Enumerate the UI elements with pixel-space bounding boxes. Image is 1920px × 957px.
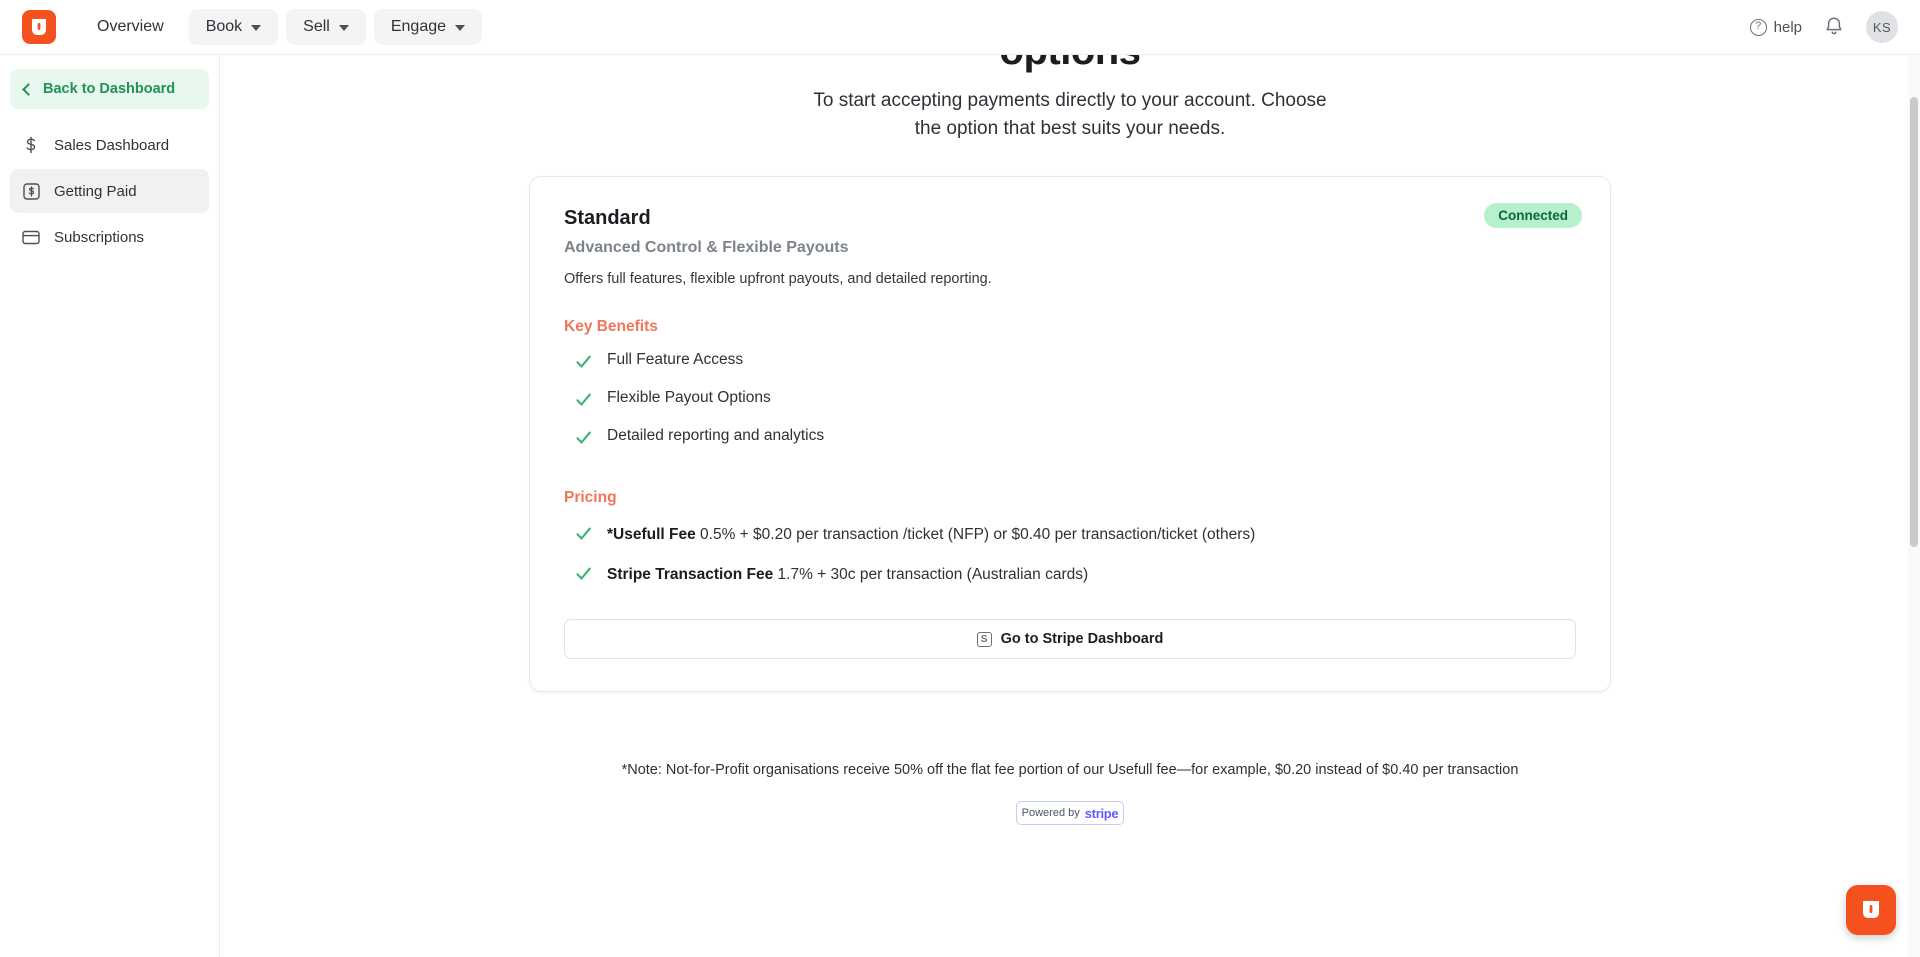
page-subtitle: To start accepting payments directly to your account. Choose the option that best suits your needs. (813, 90, 1327, 139)
sidebar-item-subscriptions[interactable] (10, 215, 209, 259)
nav-item-engage-label: Engage (390, 18, 447, 35)
pricing-heading: Pricing (564, 489, 617, 507)
benefit-label: Full Feature Access (607, 351, 744, 369)
help-label: help (1773, 18, 1802, 36)
dollar-icon (22, 136, 40, 154)
nav-item-sell[interactable] (286, 9, 366, 45)
sidebar-item-sales-dashboard[interactable] (10, 123, 209, 167)
stripe-wordmark: stripe (1084, 805, 1119, 821)
key-benefits-heading: Key Benefits (564, 318, 658, 336)
benefit-list-item (564, 382, 1576, 420)
check-icon (574, 524, 593, 548)
back-to-dashboard-label: Back to Dashboard (43, 81, 176, 97)
pricing-text (607, 565, 1088, 585)
sidebar-item-subscriptions-label: Subscriptions (54, 228, 145, 246)
benefit-label: Flexible Payout Options (607, 389, 771, 407)
check-icon (574, 390, 593, 414)
sidebar-item-getting-paid-label: Getting Paid (54, 182, 137, 200)
status-badge: Connected (1484, 203, 1582, 228)
nav-item-overview[interactable] (80, 9, 181, 45)
sidebar (0, 55, 220, 957)
pricing-list-item (564, 555, 1576, 595)
pricing-detail: 1.7% + 30c per transaction (Australian cards) (773, 565, 1089, 583)
nav-item-engage[interactable] (374, 9, 482, 45)
check-icon (574, 352, 593, 376)
card-subtitle: Advanced Control & Flexible Payouts (564, 239, 849, 257)
page-scrollbar-thumb[interactable] (1910, 97, 1918, 547)
chat-support-button[interactable] (1846, 885, 1896, 935)
check-icon (574, 564, 593, 588)
chevron-down-icon (455, 25, 465, 31)
nav-item-book-label: Book (205, 18, 243, 35)
avatar[interactable] (1866, 11, 1898, 43)
money-square-icon (22, 182, 40, 200)
top-navigation-bar (0, 0, 1920, 55)
stripe-square-icon: S (977, 632, 992, 647)
sidebar-item-getting-paid[interactable] (10, 169, 209, 213)
powered-by-stripe-badge (1016, 801, 1124, 825)
help-circle-icon (1750, 19, 1767, 36)
check-icon (574, 428, 593, 452)
nav-item-overview-label: Overview (97, 18, 164, 35)
pricing-list-item (564, 515, 1576, 555)
benefit-label: Detailed reporting and analytics (607, 427, 825, 445)
help-button[interactable] (1750, 19, 1802, 36)
benefit-list-item (564, 420, 1576, 458)
nav-item-book[interactable] (189, 9, 278, 45)
back-to-dashboard-button[interactable] (10, 69, 209, 109)
main-content-area (220, 55, 1900, 957)
nav-item-sell-label: Sell (303, 18, 330, 35)
bell-icon[interactable] (1824, 16, 1844, 38)
card-description: Offers full features, flexible upfront payouts, and detailed reporting. (564, 271, 992, 288)
payment-option-card-standard (529, 176, 1611, 692)
usefull-logo-icon[interactable] (22, 10, 56, 44)
pricing-text (607, 525, 1255, 545)
pricing-label: *Usefull Fee (607, 525, 696, 543)
page-scrollbar[interactable] (1908, 55, 1920, 957)
chevron-left-icon (22, 83, 35, 96)
benefit-list-item (564, 344, 1576, 382)
powered-by-label: Powered by (1021, 807, 1080, 820)
go-to-stripe-dashboard-label: Go to Stripe Dashboard (1000, 631, 1164, 648)
go-to-stripe-dashboard-button[interactable] (564, 619, 1576, 659)
chevron-down-icon (251, 25, 261, 31)
pricing-label: Stripe Transaction Fee (607, 565, 774, 583)
footnote: *Note: Not-for-Profit organisations receive 50% off the flat fee portion of our Usefull fee—for example, $0.20 instead of $0.40 per transaction (621, 762, 1519, 779)
card-title: Standard (564, 207, 651, 230)
sidebar-item-sales-dashboard-label: Sales Dashboard (54, 136, 170, 154)
avatar-initials: KS (1872, 19, 1892, 35)
content-inner (220, 29, 1920, 865)
chevron-down-icon (339, 25, 349, 31)
card-icon (22, 228, 40, 246)
pricing-detail: 0.5% + $0.20 per transaction /ticket (NFP) or $0.40 per transaction/ticket (others) (695, 525, 1256, 543)
top-bar-right-group (1750, 11, 1898, 43)
